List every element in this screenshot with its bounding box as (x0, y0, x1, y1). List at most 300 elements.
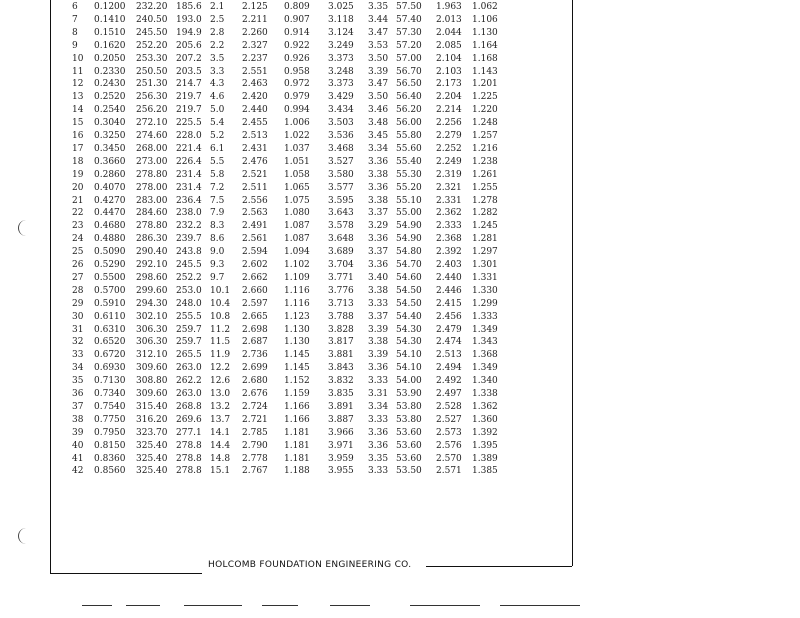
table-cell: 53.60 (396, 440, 422, 451)
table-cell: 0.1410 (94, 14, 126, 25)
table-cell: 1.166 (284, 414, 310, 425)
table-cell: 0.2430 (94, 79, 126, 90)
table-cell: 2.214 (436, 105, 462, 116)
table-cell: 0.7130 (94, 376, 126, 387)
table-cell: 1.109 (284, 272, 310, 283)
table-cell: 5.8 (210, 169, 225, 180)
table-cell: 298.60 (136, 272, 168, 283)
table-cell: 1.299 (472, 298, 498, 309)
table-cell: 3.788 (328, 311, 354, 322)
table-cell: 315.40 (136, 401, 168, 412)
table-cell: 2.331 (436, 195, 462, 206)
table-cell: 2.785 (242, 427, 268, 438)
table-cell: 1.278 (472, 195, 498, 206)
table-cell: 259.7 (176, 337, 202, 348)
table-cell: 1.058 (284, 169, 310, 180)
table-cell: 3.38 (368, 337, 389, 348)
table-cell: 0.6310 (94, 324, 126, 335)
table-cell: 0.4270 (94, 195, 126, 206)
table-cell: 3.40 (368, 272, 389, 283)
table-cell: 250.50 (136, 66, 168, 77)
table-cell: 3.36 (368, 260, 389, 270)
table-cell: 0.4880 (94, 234, 126, 245)
table-cell: 0.3660 (94, 156, 126, 167)
table-cell: 9.3 (210, 260, 225, 270)
table-cell: 2.479 (436, 324, 462, 335)
scan-artifact-dash (262, 605, 298, 606)
table-cell: 3.503 (328, 118, 354, 129)
table-cell: 1.188 (284, 466, 310, 477)
row-number: 7 (72, 14, 78, 25)
table-cell: 7.9 (210, 208, 225, 219)
row-number: 35 (72, 376, 84, 387)
table-cell: 283.00 (136, 195, 168, 206)
table-cell: 272.10 (136, 118, 168, 129)
table-cell: 0.2330 (94, 66, 126, 77)
table-cell: 1.248 (472, 118, 498, 129)
table-cell: 228.0 (176, 131, 202, 141)
table-cell: 2.492 (436, 376, 462, 387)
table-cell: 0.3040 (94, 118, 126, 129)
table-cell: 0.7750 (94, 414, 126, 425)
table-cell: 0.979 (284, 92, 310, 103)
table-cell: 3.689 (328, 247, 354, 258)
table-cell: 0.6520 (94, 337, 126, 348)
table-cell: 2.767 (242, 466, 268, 477)
table-cell: 0.2520 (94, 92, 126, 103)
row-number: 38 (72, 414, 84, 425)
table-cell: 2.204 (436, 92, 462, 103)
table-cell: 309.60 (136, 389, 168, 399)
table-cell: 221.4 (176, 143, 202, 154)
table-cell: 7.2 (210, 182, 225, 193)
row-number: 19 (72, 169, 84, 180)
table-cell: 11.9 (210, 350, 231, 361)
table-cell: 10.8 (210, 311, 231, 322)
table-cell: 265.5 (176, 350, 202, 361)
table-cell: 316.20 (136, 414, 168, 425)
company-name-footer: HOLCOMB FOUNDATION ENGINEERING CO. (208, 560, 412, 570)
table-cell: 2.420 (242, 92, 268, 103)
table-cell: 1.123 (284, 311, 310, 322)
table-cell: 1.075 (284, 195, 310, 206)
row-number: 32 (72, 337, 84, 348)
table-cell: 2.456 (436, 311, 462, 322)
table-cell: 54.50 (396, 285, 422, 296)
row-number: 27 (72, 272, 84, 283)
table-cell: 2.085 (436, 40, 462, 51)
table-cell: 2.680 (242, 376, 268, 387)
table-cell: 1.037 (284, 143, 310, 154)
table-cell: 273.00 (136, 156, 168, 167)
table-cell: 1.349 (472, 363, 498, 374)
table-cell: 2.392 (436, 247, 462, 258)
row-number: 9 (72, 40, 78, 51)
table-cell: 3.36 (368, 363, 389, 374)
table-cell: 219.7 (176, 92, 202, 103)
table-cell: 263.0 (176, 389, 202, 399)
table-cell: 3.33 (368, 414, 389, 425)
scan-artifact-dash (82, 605, 112, 606)
table-cell: 57.50 (396, 2, 422, 12)
table-cell: 0.926 (284, 53, 310, 64)
table-cell: 278.00 (136, 182, 168, 193)
row-number: 41 (72, 453, 84, 464)
table-cell: 2.446 (436, 285, 462, 296)
table-cell: 3.373 (328, 53, 354, 64)
table-cell: 1.385 (472, 466, 498, 477)
table-cell: 3.33 (368, 298, 389, 309)
table-cell: 245.5 (176, 260, 202, 270)
table-cell: 248.0 (176, 298, 202, 309)
table-cell: 3.536 (328, 131, 354, 141)
table-cell: 2.279 (436, 131, 462, 141)
table-cell: 3.832 (328, 376, 354, 387)
table-cell: 0.7540 (94, 401, 126, 412)
table-cell: 14.4 (210, 440, 231, 451)
table-cell: 1.181 (284, 453, 310, 464)
table-cell: 3.887 (328, 414, 354, 425)
table-cell: 0.7950 (94, 427, 126, 438)
table-cell: 54.10 (396, 350, 422, 361)
table-cell: 14.1 (210, 427, 231, 438)
table-cell: 2.044 (436, 27, 462, 38)
table-cell: 1.282 (472, 208, 498, 219)
table-cell: 56.00 (396, 118, 422, 129)
row-number: 34 (72, 363, 84, 374)
table-cell: 2.521 (242, 169, 268, 180)
table-cell: 0.5090 (94, 247, 126, 258)
table-cell: 54.60 (396, 272, 422, 283)
table-cell: 2.455 (242, 118, 268, 129)
table-cell: 3.971 (328, 440, 354, 451)
table-cell: 1.261 (472, 169, 498, 180)
table-cell: 308.80 (136, 376, 168, 387)
table-cell: 185.6 (176, 2, 202, 12)
row-number: 12 (72, 79, 84, 90)
table-cell: 278.8 (176, 453, 202, 464)
table-cell: 55.10 (396, 195, 422, 206)
row-number: 13 (72, 92, 84, 103)
table-cell: 269.6 (176, 414, 202, 425)
table-cell: 1.343 (472, 337, 498, 348)
table-cell: 2.256 (436, 118, 462, 129)
table-cell: 5.5 (210, 156, 225, 167)
table-cell: 243.8 (176, 247, 202, 258)
row-number: 15 (72, 118, 84, 129)
binder-hole-mark (18, 220, 33, 236)
table-cell: 1.963 (436, 2, 462, 12)
table-cell: 53.60 (396, 427, 422, 438)
table-cell: 3.39 (368, 350, 389, 361)
row-number: 14 (72, 105, 84, 116)
table-cell: 0.2540 (94, 105, 126, 116)
table-cell: 290.40 (136, 247, 168, 258)
table-cell: 253.30 (136, 53, 168, 64)
table-cell: 2.362 (436, 208, 462, 219)
table-cell: 54.00 (396, 376, 422, 387)
table-cell: 55.80 (396, 131, 422, 141)
table-cell: 1.301 (472, 260, 498, 270)
table-cell: 2.173 (436, 79, 462, 90)
table-cell: 56.20 (396, 105, 422, 116)
table-cell: 278.80 (136, 169, 168, 180)
table-cell: 54.40 (396, 311, 422, 322)
table-cell: 1.220 (472, 105, 498, 116)
table-cell: 3.771 (328, 272, 354, 283)
table-cell: 2.698 (242, 324, 268, 335)
footer-rule-right (426, 566, 572, 567)
table-cell: 54.80 (396, 247, 422, 258)
table-cell: 53.60 (396, 453, 422, 464)
table-cell: 53.50 (396, 466, 422, 477)
table-cell: 1.340 (472, 376, 498, 387)
table-cell: 3.704 (328, 260, 354, 270)
table-cell: 3.025 (328, 2, 354, 12)
table-cell: 1.389 (472, 453, 498, 464)
table-cell: 2.594 (242, 247, 268, 258)
row-number: 26 (72, 260, 84, 270)
table-cell: 3.966 (328, 427, 354, 438)
row-number: 40 (72, 440, 84, 451)
table-cell: 1.257 (472, 131, 498, 141)
table-cell: 0.3450 (94, 143, 126, 154)
table-cell: 2.736 (242, 350, 268, 361)
table-cell: 259.7 (176, 324, 202, 335)
scan-artifact-dash (126, 605, 160, 606)
table-cell: 0.5290 (94, 260, 126, 270)
table-cell: 225.5 (176, 118, 202, 129)
table-cell: 7.5 (210, 195, 225, 206)
table-cell: 268.00 (136, 143, 168, 154)
table-cell: 3.38 (368, 169, 389, 180)
table-cell: 203.5 (176, 66, 202, 77)
table-cell: 274.60 (136, 131, 168, 141)
table-cell: 54.70 (396, 260, 422, 270)
table-cell: 3.434 (328, 105, 354, 116)
table-cell: 2.2 (210, 40, 225, 51)
table-cell: 9.7 (210, 272, 225, 283)
table-cell: 3.5 (210, 53, 225, 64)
table-cell: 8.6 (210, 234, 225, 245)
table-cell: 263.0 (176, 363, 202, 374)
table-cell: 3.47 (368, 79, 389, 90)
scan-artifact-dash (330, 605, 370, 606)
table-cell: 3.46 (368, 105, 389, 116)
table-cell: 3.36 (368, 234, 389, 245)
table-cell: 3.577 (328, 182, 354, 193)
table-cell: 55.00 (396, 208, 422, 219)
row-number: 21 (72, 195, 84, 206)
table-cell: 2.571 (436, 466, 462, 477)
scan-artifact-dash (500, 605, 580, 606)
table-cell: 2.556 (242, 195, 268, 206)
table-cell: 9.0 (210, 247, 225, 258)
table-cell: 54.50 (396, 298, 422, 309)
table-cell: 1.102 (284, 260, 310, 270)
table-cell: 278.8 (176, 440, 202, 451)
table-cell: 3.118 (328, 14, 354, 25)
table-cell: 0.958 (284, 66, 310, 77)
table-cell: 239.7 (176, 234, 202, 245)
table-cell: 4.3 (210, 79, 225, 90)
table-cell: 56.50 (396, 79, 422, 90)
table-cell: 2.476 (242, 156, 268, 167)
row-number: 29 (72, 298, 84, 309)
table-cell: 56.40 (396, 92, 422, 103)
table-cell: 0.4470 (94, 208, 126, 219)
table-cell: 3.50 (368, 92, 389, 103)
table-cell: 3.44 (368, 14, 389, 25)
table-cell: 2.415 (436, 298, 462, 309)
table-cell: 1.080 (284, 208, 310, 219)
table-cell: 2.5 (210, 14, 225, 25)
table-cell: 57.20 (396, 40, 422, 51)
table-cell: 0.7340 (94, 389, 126, 399)
table-cell: 219.7 (176, 105, 202, 116)
table-cell: 1.330 (472, 285, 498, 296)
table-cell: 3.843 (328, 363, 354, 374)
table-cell: 3.39 (368, 66, 389, 77)
table-cell: 1.368 (472, 350, 498, 361)
table-cell: 1.297 (472, 247, 498, 258)
table-cell: 2.790 (242, 440, 268, 451)
row-number: 23 (72, 221, 84, 232)
table-cell: 3.373 (328, 79, 354, 90)
row-number: 20 (72, 182, 84, 193)
table-cell: 1.130 (284, 337, 310, 348)
table-cell: 306.30 (136, 337, 168, 348)
left-border-line (50, 0, 51, 574)
table-cell: 2.463 (242, 79, 268, 90)
table-cell: 3.35 (368, 453, 389, 464)
table-cell: 3.35 (368, 2, 389, 12)
table-cell: 1.094 (284, 247, 310, 258)
table-cell: 2.491 (242, 221, 268, 232)
table-cell: 1.181 (284, 427, 310, 438)
table-cell: 0.4680 (94, 221, 126, 232)
table-cell: 255.5 (176, 311, 202, 322)
table-cell: 0.4070 (94, 182, 126, 193)
table-cell: 1.065 (284, 182, 310, 193)
table-cell: 3.33 (368, 376, 389, 387)
table-cell: 1.238 (472, 156, 498, 167)
table-cell: 12.6 (210, 376, 231, 387)
table-cell: 2.333 (436, 221, 462, 232)
row-number: 11 (72, 66, 84, 77)
table-cell: 1.360 (472, 414, 498, 425)
table-cell: 1.225 (472, 92, 498, 103)
table-cell: 54.30 (396, 324, 422, 335)
table-cell: 240.50 (136, 14, 168, 25)
table-cell: 2.103 (436, 66, 462, 77)
table-cell: 2.249 (436, 156, 462, 167)
table-cell: 3.36 (368, 156, 389, 167)
table-cell: 325.40 (136, 466, 168, 477)
table-cell: 3.29 (368, 221, 389, 232)
table-cell: 5.2 (210, 131, 225, 141)
table-cell: 6.1 (210, 143, 225, 154)
table-cell: 54.90 (396, 234, 422, 245)
row-number: 17 (72, 143, 84, 154)
table-cell: 13.7 (210, 414, 231, 425)
table-cell: 0.922 (284, 40, 310, 51)
table-cell: 309.60 (136, 363, 168, 374)
table-cell: 53.90 (396, 389, 422, 399)
table-cell: 284.60 (136, 208, 168, 219)
footer-rule-left (50, 573, 202, 574)
table-cell: 3.37 (368, 311, 389, 322)
table-cell: 1.106 (472, 14, 498, 25)
table-cell: 2.440 (242, 105, 268, 116)
table-cell: 15.1 (210, 466, 231, 477)
table-cell: 1.166 (284, 401, 310, 412)
table-cell: 1.331 (472, 272, 498, 283)
table-cell: 2.511 (242, 182, 268, 193)
table-cell: 0.5500 (94, 272, 126, 283)
table-cell: 3.36 (368, 440, 389, 451)
table-cell: 323.70 (136, 427, 168, 438)
table-cell: 252.20 (136, 40, 168, 51)
table-cell: 3.959 (328, 453, 354, 464)
table-cell: 3.31 (368, 389, 389, 399)
table-cell: 312.10 (136, 350, 168, 361)
table-cell: 0.1200 (94, 2, 126, 12)
table-cell: 3.835 (328, 389, 354, 399)
table-cell: 0.8150 (94, 440, 126, 451)
table-cell: 0.2050 (94, 53, 126, 64)
table-cell: 55.40 (396, 156, 422, 167)
table-cell: 0.6720 (94, 350, 126, 361)
table-cell: 3.37 (368, 208, 389, 219)
table-cell: 11.2 (210, 324, 231, 335)
row-number: 42 (72, 466, 84, 477)
table-cell: 57.40 (396, 14, 422, 25)
table-cell: 3.713 (328, 298, 354, 309)
row-number: 25 (72, 247, 84, 258)
table-cell: 3.595 (328, 195, 354, 206)
row-number: 24 (72, 234, 84, 245)
table-cell: 3.38 (368, 285, 389, 296)
table-cell: 2.1 (210, 2, 225, 12)
table-cell: 3.48 (368, 118, 389, 129)
table-cell: 55.20 (396, 182, 422, 193)
table-cell: 57.30 (396, 27, 422, 38)
table-cell: 238.0 (176, 208, 202, 219)
table-cell: 278.80 (136, 221, 168, 232)
table-cell: 231.4 (176, 182, 202, 193)
table-cell: 3.36 (368, 427, 389, 438)
table-cell: 1.051 (284, 156, 310, 167)
table-cell: 56.70 (396, 66, 422, 77)
table-cell: 5.4 (210, 118, 225, 129)
table-cell: 0.1510 (94, 27, 126, 38)
table-cell: 3.648 (328, 234, 354, 245)
table-cell: 54.10 (396, 363, 422, 374)
table-cell: 12.2 (210, 363, 231, 374)
table-cell: 10.4 (210, 298, 231, 309)
table-cell: 325.40 (136, 440, 168, 451)
table-cell: 1.201 (472, 79, 498, 90)
table-cell: 3.45 (368, 131, 389, 141)
row-number: 16 (72, 131, 84, 141)
table-cell: 54.30 (396, 337, 422, 348)
table-cell: 2.665 (242, 311, 268, 322)
table-cell: 3.33 (368, 466, 389, 477)
table-cell: 2.721 (242, 414, 268, 425)
table-cell: 226.4 (176, 156, 202, 167)
table-cell: 2.013 (436, 14, 462, 25)
